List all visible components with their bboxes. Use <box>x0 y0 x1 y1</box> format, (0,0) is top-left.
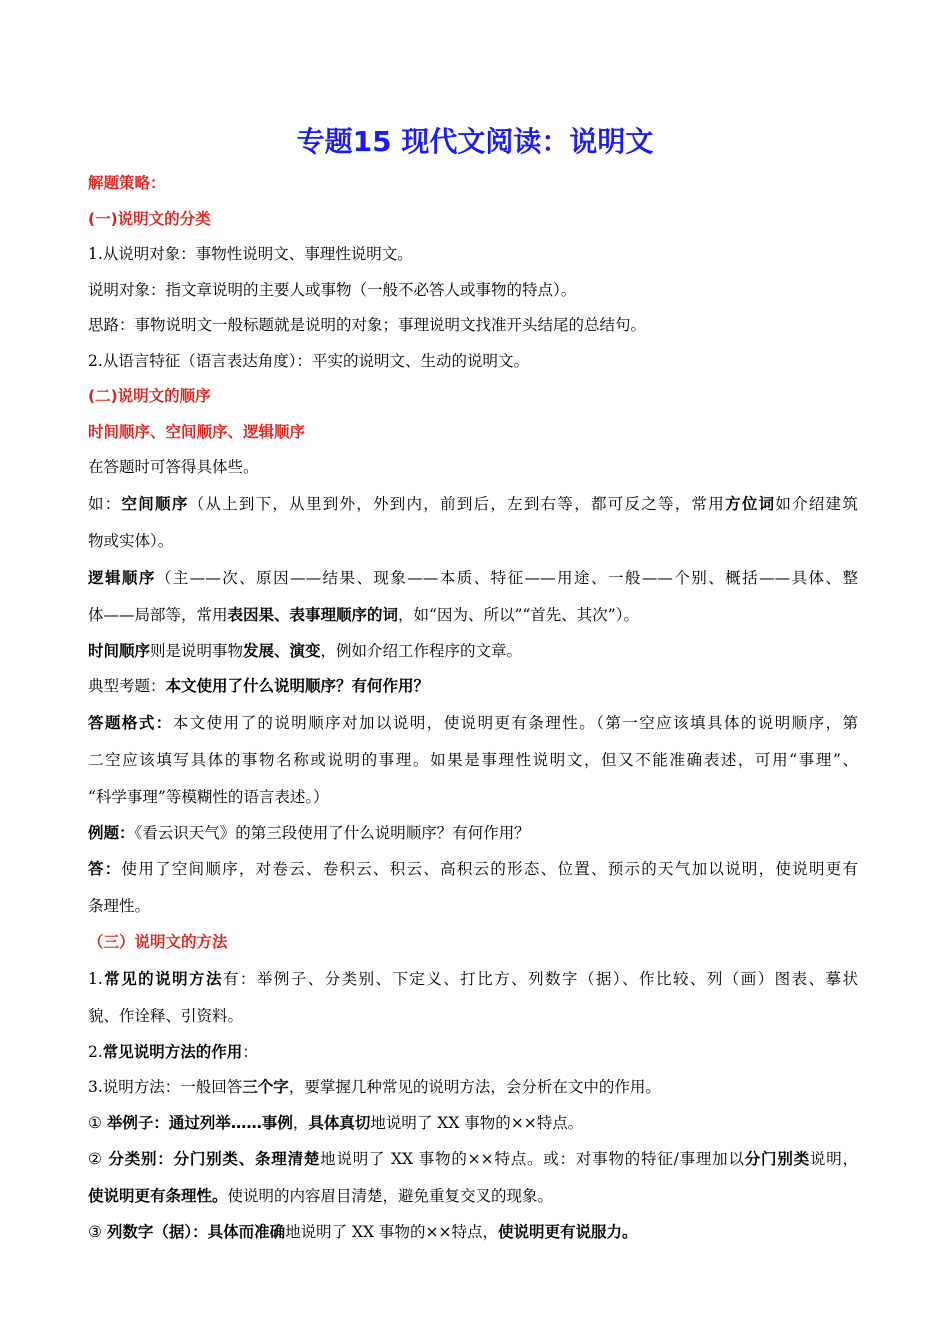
bold-term: 使说明更有条理性。 <box>88 1187 228 1205</box>
bold-term: 分门别类 <box>744 1150 810 1168</box>
bold-term: 三个字 <box>242 1078 289 1096</box>
paragraph-line <box>88 705 858 742</box>
text-run: 说明， <box>809 1150 858 1168</box>
paragraph-line <box>88 560 858 597</box>
paragraph-line <box>88 597 858 634</box>
paragraph-line: 物或实体）。 <box>88 531 174 550</box>
text-run: ，要掌握几种常见的说明方法，会分析在文中的作用。 <box>288 1078 661 1096</box>
list-marker: ③ <box>88 1223 107 1241</box>
bold-term: 具体真切 <box>308 1113 371 1132</box>
paragraph-line: 2.从语言特征（语言表达角度）：平实的说明文、生动的说明文。 <box>88 351 530 370</box>
bold-term: 空间顺序 <box>121 494 189 513</box>
paragraph-line <box>88 1035 858 1071</box>
page-title: 专题15 现代文阅读：说明文 <box>296 125 654 158</box>
text-run: ： <box>242 1042 258 1061</box>
text-run: 有：举例子、分类别、下定义、打比方、列数字（据）、作比较、列（画）图表、摹状 <box>222 969 858 988</box>
paragraph-line: 条理性。 <box>88 897 151 915</box>
text-run: 地说明了 XX 事物的××特点。 <box>370 1113 584 1132</box>
text-run: 本文使用了的说明顺序对加以说明，使说明更有条理性。（第一空应该填具体的说明顺序，第 <box>172 713 858 732</box>
bold-term: 逻辑顺序 <box>88 568 156 587</box>
text-run: 如介绍建筑 <box>775 494 858 513</box>
text-run: （主——次、原因——结果、现象——本质、特征——用途、一般——个别、概括——具体、整 <box>155 568 858 587</box>
text-run: （从上到下，从里到外，外到内，前到后，左到右等，都可反之等，常用 <box>188 494 726 513</box>
bold-term: 答： <box>88 860 122 878</box>
text-run: ，如“因为、所以”“首先、其次”）。 <box>398 605 639 624</box>
section-label-strategy: 解题策略： <box>88 174 166 192</box>
paragraph-line: 思路：事物说明文一般标题就是说明的对象；事理说明文找准开头结尾的总结句。 <box>88 316 647 334</box>
bold-term: 常见说明方法的作用 <box>102 1042 243 1061</box>
bold-term: 例题： <box>88 823 135 842</box>
list-marker: ① <box>88 1113 107 1132</box>
text-run: 二空应该填写具体的事物名称或说明的事理。如果是事理性说明文，但又不能准确表述，可用“事理”、 <box>88 750 858 769</box>
bold-term: 时间顺序 <box>88 641 151 660</box>
paragraph-line <box>88 851 858 888</box>
paragraph-line <box>88 961 858 998</box>
text-run: 地说明了 XX 事物的××特点， <box>285 1223 498 1241</box>
bold-term: 方位词 <box>725 494 776 513</box>
text-run: 典型考题： <box>88 677 166 695</box>
text-run: 体——局部等，常用 <box>88 605 228 624</box>
bold-term: 列数字（据）：具体而准确 <box>106 1223 286 1241</box>
paragraph-line: “科学事理”等模糊性的语言表述。） <box>88 787 329 806</box>
paragraph-line <box>88 816 858 852</box>
bold-term: 举例子：通过列举……事例 <box>106 1113 293 1132</box>
paragraph-line: 1.从说明对象：事物性说明文、事理性说明文。 <box>88 245 413 263</box>
text-run: 3.说明方法：一般回答 <box>88 1078 243 1096</box>
list-item <box>88 1215 858 1251</box>
section-heading-classification: (一)说明文的分类 <box>88 209 211 228</box>
section-heading-order: (二)说明文的顺序 <box>88 387 211 405</box>
text-run: 如： <box>88 494 122 513</box>
text-run: 则是说明事物 <box>150 641 244 660</box>
text-run: 使用了空间顺序，对卷云、卷积云、积云、高积云的形态、位置、预示的天气加以说明，使说明更有 <box>121 860 858 878</box>
paragraph-line <box>88 486 858 523</box>
paragraph-line: 说明对象：指文章说明的主要人或事物（一般不必答人或事物的特点）。 <box>88 280 577 299</box>
bold-term: 分类别：分门别类、条理清楚 <box>108 1150 321 1168</box>
paragraph-line: 貌、作诠释、引资料。 <box>88 1006 244 1025</box>
list-item <box>88 1106 858 1142</box>
paragraph-line <box>88 669 858 705</box>
paragraph-line <box>88 1070 858 1106</box>
bold-term: 本文使用了什么说明顺序？有何作用？ <box>165 677 430 695</box>
bold-term: 答题格式： <box>88 713 173 732</box>
section-heading-methods: （三）说明文的方法 <box>88 933 228 951</box>
bold-term: 使说明更有说服力。 <box>498 1223 638 1241</box>
text-run: ，例如介绍工作程序的文章。 <box>320 641 523 660</box>
bold-term: 表因果、表事理顺序的词 <box>227 605 399 624</box>
list-marker: ② <box>88 1150 109 1168</box>
list-item <box>88 1141 858 1178</box>
text-run: 2. <box>88 1042 103 1061</box>
paragraph-line <box>88 742 858 779</box>
text-run: 地说明了 XX 事物的××特点。或：对事物的特征/事理加以 <box>320 1150 745 1168</box>
paragraph-line <box>88 634 858 670</box>
text-run: 1. <box>88 969 103 988</box>
paragraph-line: 在答题时可答得具体些。 <box>88 458 259 476</box>
document-body <box>88 166 858 1251</box>
text-run: 《看云识天气》的第三段使用了什么说明顺序？有何作用？ <box>134 823 530 842</box>
text-run: 使说明的内容眉目清楚，避免重复交叉的现象。 <box>227 1187 554 1205</box>
bold-term: 发展、演变 <box>243 641 321 660</box>
bold-term: 常见的说明方法 <box>102 969 223 988</box>
paragraph-line <box>88 1178 858 1215</box>
text-run: ， <box>292 1113 309 1132</box>
subheading-order-types: 时间顺序、空间顺序、逻辑顺序 <box>88 422 306 441</box>
